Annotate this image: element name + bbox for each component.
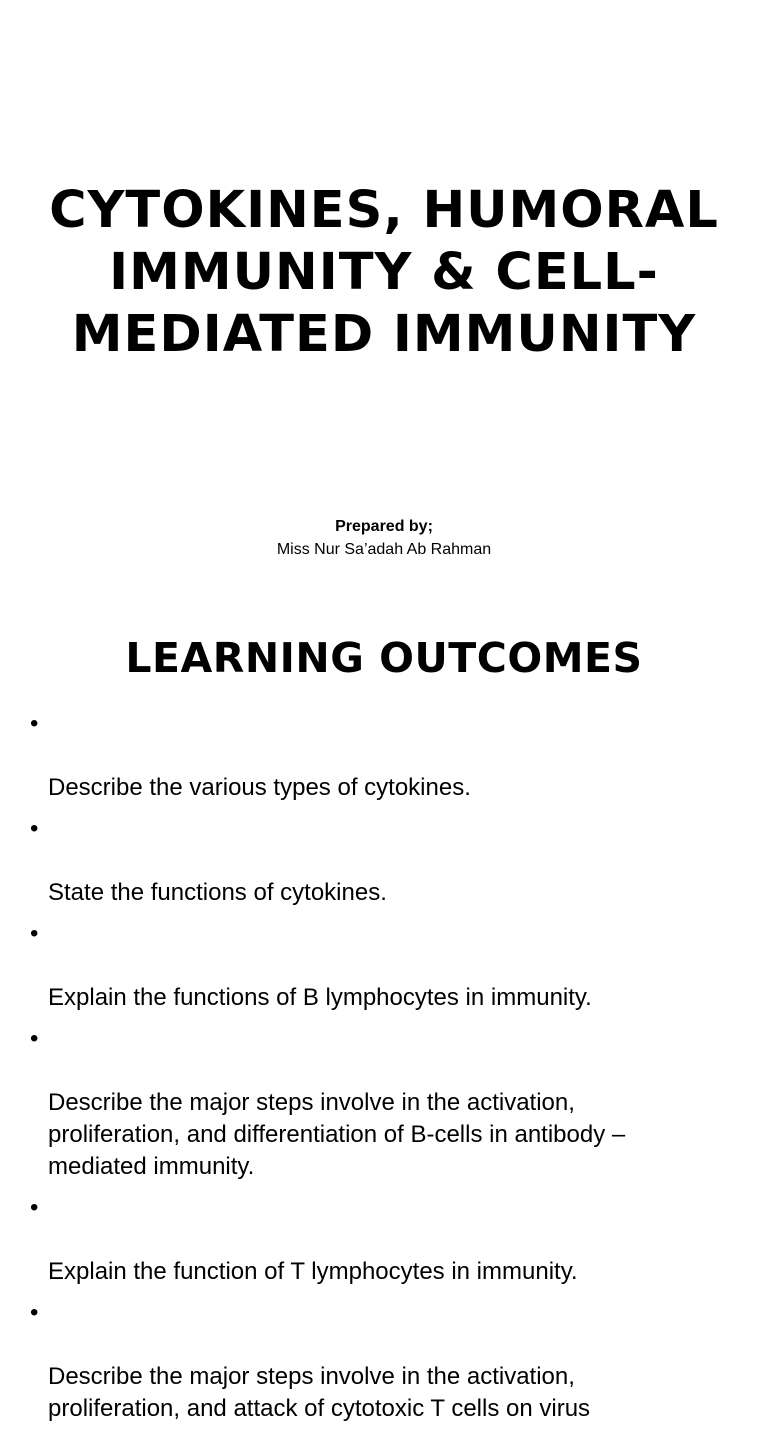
list-item — [30, 918, 745, 1014]
list-item — [30, 708, 745, 804]
learning-outcomes-list — [30, 708, 745, 1434]
bullet-icon: • — [30, 920, 39, 947]
author-name: Miss Nur Sa’adah Ab Rahman — [276, 541, 492, 558]
learning-outcomes-slide — [0, 590, 768, 1422]
outcome-text: Describe the various types of cytokines. — [48, 774, 471, 801]
list-item — [30, 813, 745, 909]
bullet-icon: • — [30, 1025, 39, 1052]
outcome-text: Explain the function of T lymphocytes in immunity. — [48, 1258, 578, 1285]
bullet-icon: • — [30, 1194, 39, 1221]
bullet-icon: • — [30, 1299, 39, 1326]
list-item — [30, 1023, 745, 1183]
list-item — [30, 1297, 745, 1425]
bullet-icon: • — [30, 710, 39, 737]
title-slide — [0, 0, 768, 590]
outcome-text: Describe the major steps involve in the activation, proliferation, and differentiation of B-cells in antibody – mediated immunity. — [48, 1089, 626, 1180]
presentation-title — [20, 180, 748, 366]
learning-outcomes-heading: LEARNING OUTCOMES — [125, 634, 643, 682]
prepared-by-label: Prepared by; — [335, 518, 433, 535]
outcome-text: Explain the functions of B lymphocytes in immunity. — [48, 984, 592, 1011]
title-line: MEDIATED IMMUNITY — [71, 305, 697, 364]
title-line: CYTOKINES, HUMORAL — [49, 181, 719, 240]
outcome-text: Describe the major steps involve in the activation, proliferation, and attack of cytotoxic T cells on virus — [48, 1363, 591, 1422]
outcome-text: State the functions of cytokines. — [48, 879, 387, 906]
bullet-icon: • — [30, 815, 39, 842]
list-item — [30, 1192, 745, 1288]
title-line: IMMUNITY & CELL- — [109, 243, 659, 302]
